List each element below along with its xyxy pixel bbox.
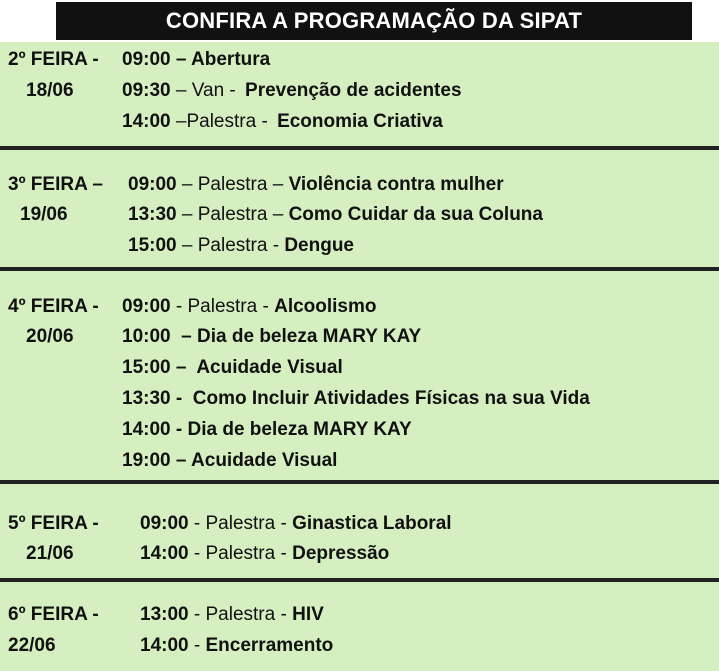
event-row [140, 543, 389, 565]
event-time: 09:30 [122, 80, 171, 101]
event-sep: - [188, 543, 206, 564]
event-time: 13:30 [122, 388, 171, 409]
day-date: 20/06 [26, 326, 74, 347]
event-time: 13:00 [140, 604, 189, 625]
day-block-thursday [0, 484, 719, 582]
event-row [140, 513, 452, 535]
event-sep: – [176, 235, 198, 256]
event-time: 14:00 [122, 419, 171, 440]
event-topic: Acuidade Visual [191, 450, 338, 471]
event-row [122, 357, 343, 379]
event-topic: Violência contra mulher [288, 174, 504, 195]
event-row [122, 111, 443, 133]
day-label: 6º FEIRA - [8, 604, 99, 625]
event-time: 09:00 [128, 174, 177, 195]
event-sep: - [170, 296, 188, 317]
day-date: 18/06 [26, 80, 74, 101]
event-kind: Palestra - [186, 111, 274, 132]
event-row [128, 235, 354, 257]
day-block-monday [0, 42, 719, 150]
day-date: 21/06 [26, 543, 74, 564]
event-time: 14:00 [122, 111, 171, 132]
day-date: 19/06 [20, 204, 68, 225]
event-sep: – [170, 326, 198, 347]
event-row [140, 635, 333, 657]
event-topic: Acuidade Visual [196, 357, 343, 378]
event-row [122, 419, 412, 441]
page-title: CONFIRA A PROGRAMAÇÃO DA SIPAT [56, 2, 692, 40]
event-topic: Dia de beleza MARY KAY [197, 326, 422, 347]
event-row [122, 296, 377, 318]
event-row [122, 326, 421, 348]
event-topic: Dengue [284, 235, 355, 256]
event-time: 10:00 [122, 326, 171, 347]
event-sep: – [176, 174, 198, 195]
event-kind: Palestra - [205, 604, 293, 625]
event-time: 15:00 [122, 357, 171, 378]
event-topic: Abertura [191, 49, 271, 70]
event-sep: – [176, 204, 198, 225]
event-topic: Prevenção de acidentes [245, 80, 462, 101]
event-row [122, 388, 590, 410]
event-time: 14:00 [140, 635, 189, 656]
event-sep: - [188, 635, 206, 656]
event-topic: Depressão [292, 543, 390, 564]
event-topic: Ginastica Laboral [292, 513, 452, 534]
event-row [122, 80, 462, 102]
event-sep: – [170, 357, 197, 378]
event-sep: - [188, 513, 206, 534]
event-topic: Como Cuidar da sua Coluna [288, 204, 543, 225]
day-label: 5º FEIRA - [8, 513, 99, 534]
day-label: 2º FEIRA - [8, 49, 99, 70]
event-topic: Economia Criativa [277, 111, 443, 132]
event-kind: Palestra - [205, 543, 293, 564]
event-kind: Van - [191, 80, 242, 101]
event-sep: - [188, 604, 206, 625]
event-row [122, 450, 337, 472]
event-kind: Palestra – [197, 174, 289, 195]
event-sep: - [170, 388, 193, 409]
event-time: 09:00 [140, 513, 189, 534]
event-time: 19:00 [122, 450, 171, 471]
event-row [128, 204, 543, 226]
event-kind: Palestra - [197, 235, 285, 256]
event-topic: Como Incluir Atividades Físicas na sua Vida [192, 388, 590, 409]
event-time: 09:00 [122, 296, 171, 317]
event-time: 13:30 [128, 204, 177, 225]
event-topic: Alcoolismo [274, 296, 377, 317]
event-row [122, 49, 270, 71]
event-sep: – [170, 111, 187, 132]
day-block-friday [0, 582, 719, 671]
event-time: 09:00 [122, 49, 171, 70]
event-time: 14:00 [140, 543, 189, 564]
event-kind: Palestra – [197, 204, 289, 225]
event-sep: - [170, 419, 188, 440]
day-label: 3º FEIRA – [8, 174, 103, 195]
event-time: 15:00 [128, 235, 177, 256]
day-date: 22/06 [8, 635, 56, 656]
day-label: 4º FEIRA - [8, 296, 99, 317]
event-row [128, 174, 504, 196]
event-kind: Palestra - [205, 513, 293, 534]
event-sep: – [170, 80, 192, 101]
event-sep: – [170, 49, 192, 70]
day-block-wednesday [0, 271, 719, 484]
event-topic: Dia de beleza MARY KAY [187, 419, 412, 440]
event-topic: Encerramento [205, 635, 334, 656]
event-sep: – [170, 450, 192, 471]
day-block-tuesday [0, 150, 719, 271]
event-kind: Palestra - [187, 296, 275, 317]
event-row [140, 604, 324, 626]
event-topic: HIV [292, 604, 324, 625]
